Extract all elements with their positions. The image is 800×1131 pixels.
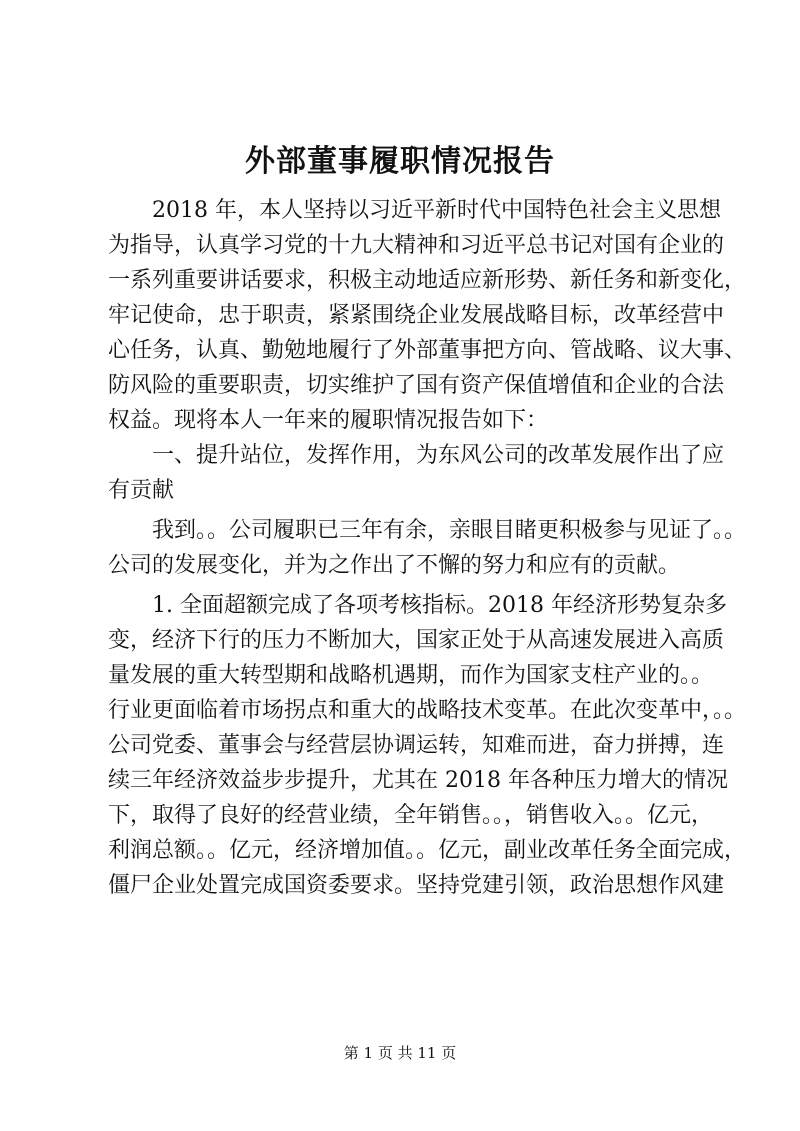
body-line: 牢记使命，忠于职责，紧紧围绕企业发展战略目标，改革经营中	[108, 303, 725, 328]
body-line: 下，取得了良好的经营业绩，全年销售。。，销售收入。。亿元，	[108, 803, 714, 828]
body-line: 量发展的重大转型期和战略机遇期，而作为国家支柱产业的。。	[108, 663, 714, 688]
section-heading-line: 有贡献	[108, 478, 175, 503]
page-number-footer: 第 1 页 共 11 页	[343, 1044, 457, 1062]
body-line: 公司的发展变化，并为之作出了不懈的努力和应有的贡献。	[108, 553, 681, 578]
body-line: 1. 全面超额完成了各项考核指标。2018 年经济形势复杂多	[108, 593, 727, 618]
body-line: 一系列重要讲话要求，积极主动地适应新形势、新任务和新变化，	[108, 268, 747, 293]
body-line: 续三年经济效益步步提升，尤其在 2018 年各种压力增大的情况	[108, 768, 728, 793]
body-line: 利润总额。。亿元，经济增加值。。亿元，副业改革任务全面完成，	[108, 838, 747, 863]
body-line: 行业更面临着市场拐点和重大的战略技术变革。在此次变革中，。。	[108, 698, 747, 723]
body-line: 防风险的重要职责，切实维护了国有资产保值增值和企业的合法	[108, 373, 725, 398]
body-line: 变，经济下行的压力不断加大，国家正处于从高速发展进入高质	[108, 628, 725, 653]
body-line: 公司党委、董事会与经营层协调运转，知难而进，奋力拼搏，连	[108, 733, 725, 758]
body-line: 心任务，认真、勤勉地履行了外部董事把方向、管战略、议大事、	[108, 338, 747, 363]
body-line: 我到。。公司履职已三年有余，亲眼目睹更积极参与见证了。。	[108, 518, 747, 543]
body-line: 为指导，认真学习党的十九大精神和习近平总书记对国有企业的	[108, 233, 725, 258]
document-title: 外部董事履职情况报告	[245, 144, 555, 179]
body-line: 僵尸企业处置完成国资委要求。坚持党建引领，政治思想作风建	[108, 873, 725, 898]
body-line: 权益。现将本人一年来的履职情况报告如下：	[108, 408, 549, 433]
body-line: 2018 年，本人坚持以习近平新时代中国特色社会主义思想	[108, 198, 721, 223]
section-heading-line: 一、提升站位，发挥作用，为东风公司的改革发展作出了应	[108, 443, 725, 468]
